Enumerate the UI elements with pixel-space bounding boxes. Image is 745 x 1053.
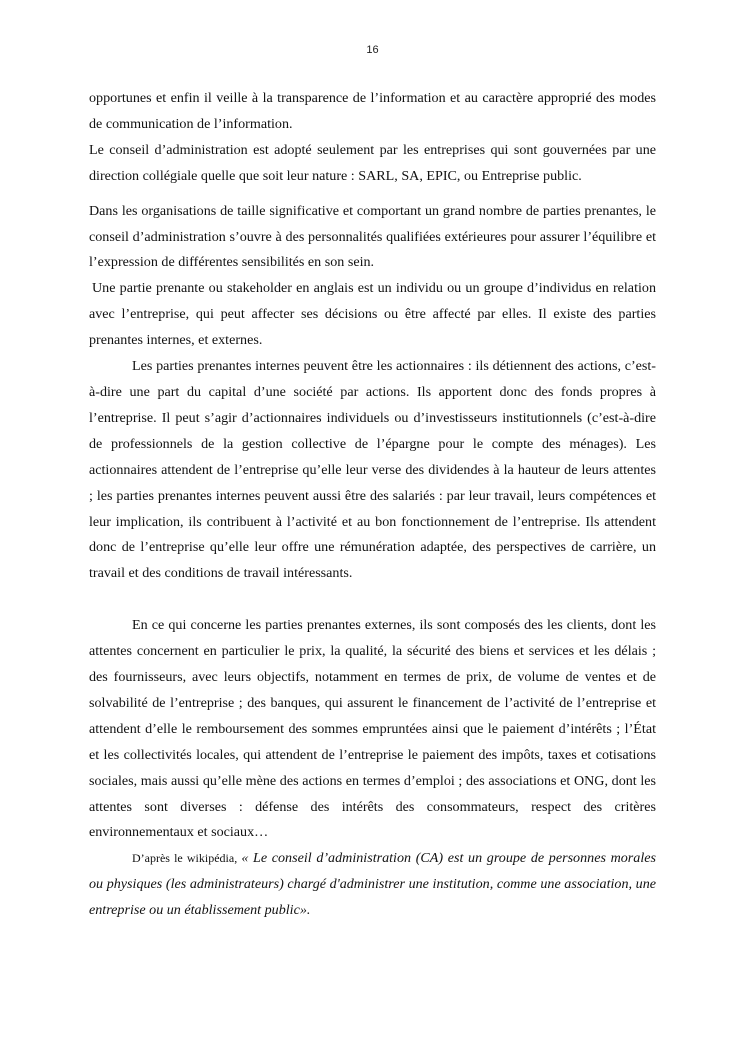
paragraph-4: Une partie prenante ou stakeholder en anglais est un individu ou un groupe d’individus en relation avec l’entreprise, qui peut affecter ses décisions ou être affecté par elles. Il existe des parties prenantes internes, et externes. [89, 280, 656, 349]
quote-text: « Le conseil d’administration (CA) est un groupe de personnes morales ou physiques (les administrateurs) chargé d'administrer une institution, comme une association, une entreprise ou un établissement public». [89, 850, 656, 919]
paragraph-6: En ce qui concerne les parties prenantes externes, ils sont composés des les clients, dont les attentes concernent en particulier le prix, la qualité, la sécurité des biens et services et les délais ; des fournisseurs, avec leurs objectifs, notamment en termes de prix, de volume de ventes et de solvabilité de l’entreprise ; des banques, qui assurent le financement de l’activité de l’entreprise et attendent d’elle le remboursement des sommes empruntées ainsi que le paiement d’intérêts ; l’État et les collectivités locales, qui attendent de l’entreprise le paiement des impôts, taxes et cotisations sociales, mais aussi qu’elle mène des actions en termes d’emploi ; des associations et ONG, dont les attentes sont diverses : défense des intérêts des consommateurs, respect des critères environnementaux et sociaux… [89, 617, 656, 841]
paragraph-2: Le conseil d’administration est adopté seulement par les entreprises qui sont gouvernées par une direction collégiale quelle que soit leur nature : SARL, SA, EPIC, ou Entreprise public. [89, 141, 656, 184]
paragraph-1: opportunes et enfin il veille à la transparence de l’information et au caractère approprié des modes de communication de l’information. [89, 90, 656, 132]
quote-intro: D’après le wikipédia, [132, 851, 242, 866]
quote-paragraph [89, 846, 656, 924]
document-body [89, 86, 656, 924]
paragraph-3: Dans les organisations de taille significative et comportant un grand nombre de parties prenantes, le conseil d’administration s’ouvre à des personnalités qualifiées extérieures pour assurer l’équilibre et l’expression de différentes sensibilités en son sein. [89, 202, 656, 271]
paragraph-5: Les parties prenantes internes peuvent être les actionnaires : ils détiennent des actions, c’est-à-dire une part du capital d’une société par actions. Ils apportent donc des fonds propres à l’entreprise. Il peut s’agir d’actionnaires individuels ou d’investisseurs institutionnels (c’est-à-dire de professionnels de la gestion collective de l’épargne pour le compte des ménages). Les actionnaires attendent de l’entreprise qu’elle leur verse des dividendes à la hauteur de leurs attentes ; les parties prenantes internes peuvent aussi être des salariés : par leur travail, leurs compétences et leur implication, ils contribuent à l’activité et au bon fonctionnement de l’entreprise. Ils attendent donc de l’entreprise qu’elle leur offre une rémunération adaptée, des perspectives de carrière, un travail et des conditions de travail intéressants. [89, 358, 656, 582]
page-number: 16 [366, 44, 379, 56]
